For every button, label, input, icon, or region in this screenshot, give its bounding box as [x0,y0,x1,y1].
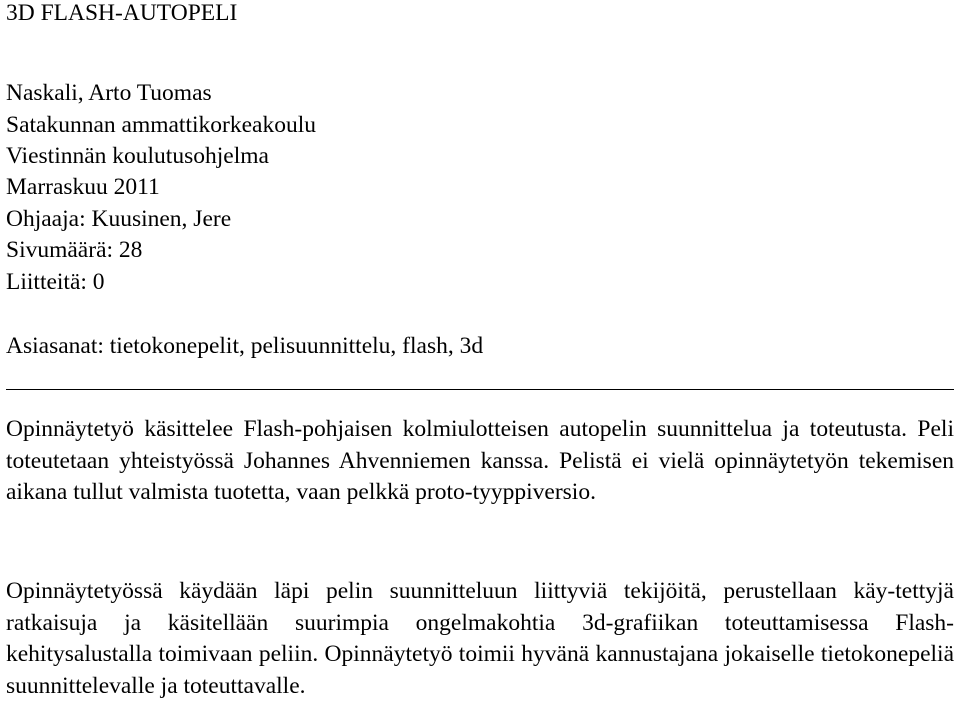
date: Marraskuu 2011 [6,174,160,200]
keywords: Asiasanat: tietokonepelit, pelisuunnittelu, flash, 3d [6,333,484,359]
author-name: Naskali, Arto Tuomas [6,80,212,106]
supervisor: Ohjaaja: Kuusinen, Jere [6,206,232,232]
abstract-paragraph-1: Opinnäytetyö käsittelee Flash-pohjaisen kolmiulotteisen autopelin suunnittelua ja toteutusta. Peli toteutetaan yhteistyössä Johannes Ahvenniemen kanssa. Pelistä ei vielä opinnäytetyön tekemisen aikana tullut valmista tuotetta, vaan pelkkä proto-tyyppiversio. [6,416,954,505]
document-title: 3D FLASH-AUTOPELI [6,0,238,26]
degree-programme: Viestinnän koulutusohjelma [6,143,269,169]
page-count: Sivumäärä: 28 [6,237,143,263]
appendix-count: Liitteitä: 0 [6,269,105,295]
separator-rule [6,389,954,390]
abstract-paragraph-2: Opinnäytetyössä käydään läpi pelin suunnitteluun liittyviä tekijöitä, perustellaan käy-tettyjä ratkaisuja ja käsitellään suurimpia ongelmakohtia 3d-grafiikan toteuttamisessa Flash-kehitysalustalla toimivaan peliin. Opinnäytetyö toimii hyvänä kannustajana jokaiselle tietokonepeliä suunnittelevalle ja toteuttavalle. [6,578,954,699]
institution: Satakunnan ammattikorkeakoulu [6,112,316,138]
